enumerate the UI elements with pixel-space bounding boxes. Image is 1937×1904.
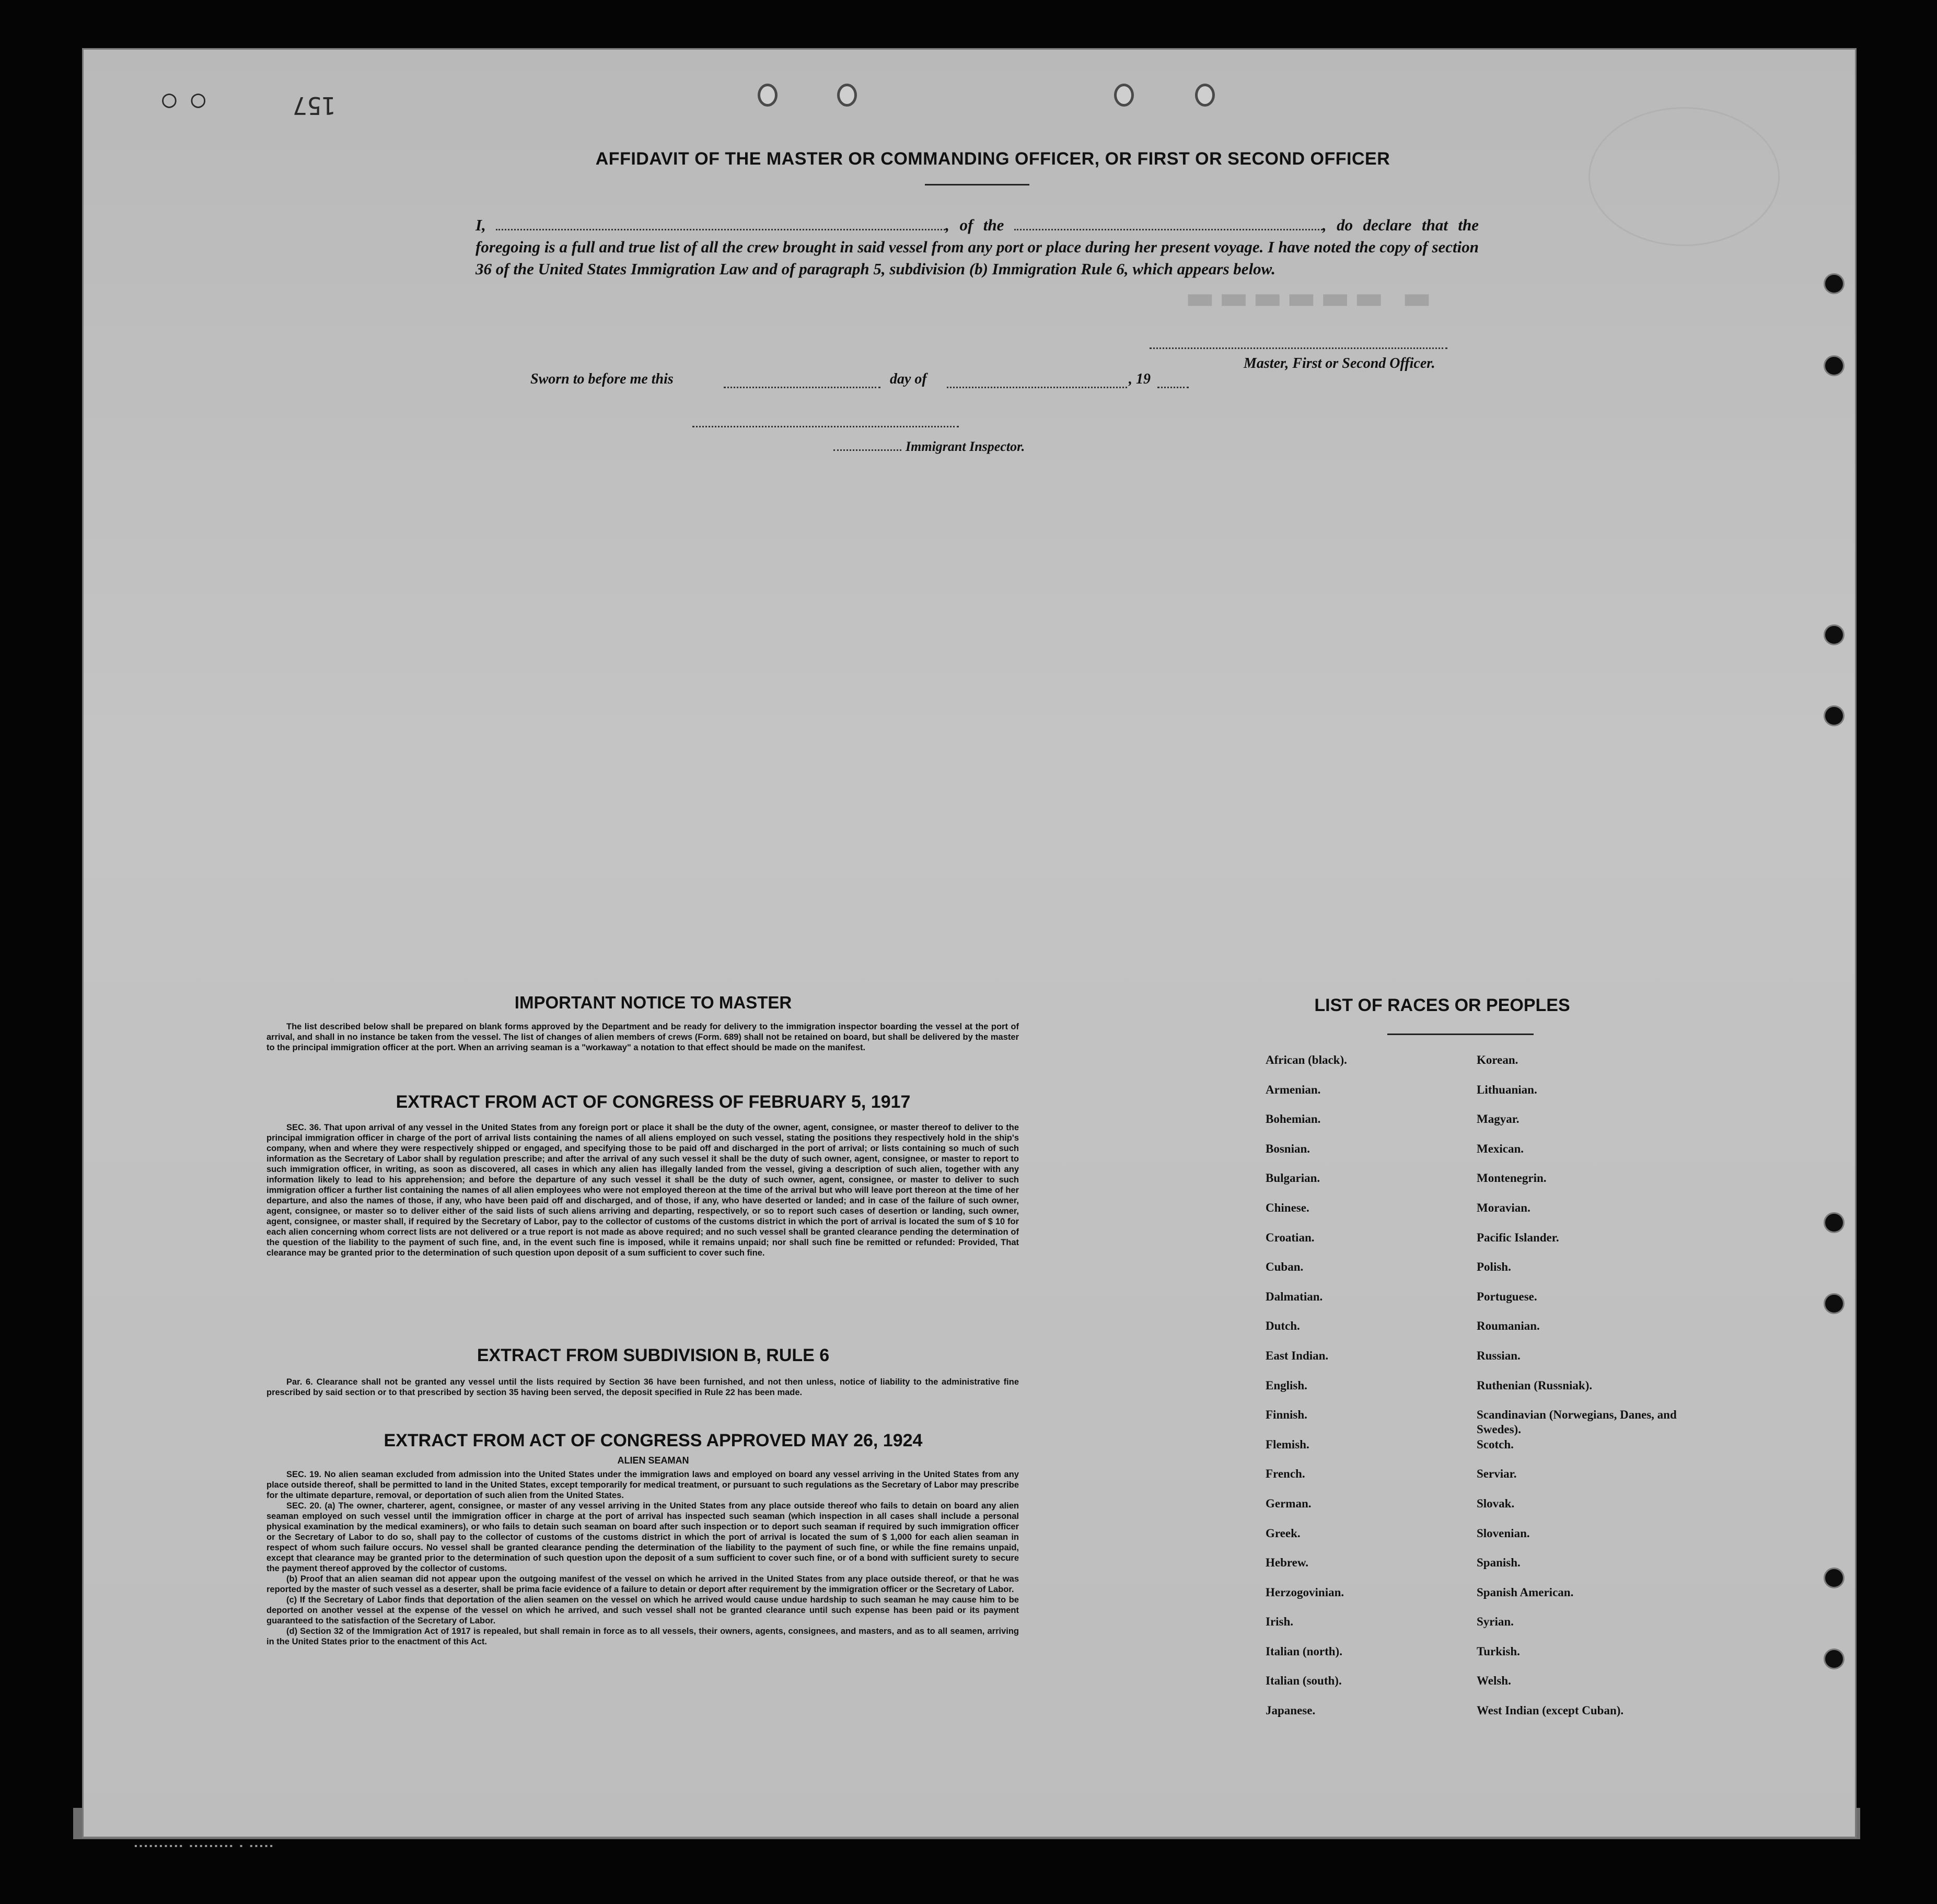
race-item: Turkish. — [1477, 1644, 1520, 1658]
race-item: Montenegrin. — [1477, 1171, 1547, 1185]
binding-hole-1 — [1824, 273, 1845, 294]
bleed-through-vessel-name: ▬ ▬▬▬▬▬▬ — [1181, 280, 1432, 316]
sworn-year-prefix: , 19 — [1129, 371, 1151, 387]
binding-hole-2 — [1824, 355, 1845, 376]
races-heading-underline — [1387, 1034, 1534, 1035]
race-item: Herzogovinian. — [1266, 1585, 1344, 1599]
footer-print-code: ▪▪▪▪▪▪▪▪▪▪ ▪▪▪▪▪▪▪▪▪ ▪ ▪▪▪▪▪ — [133, 1842, 274, 1851]
declaration-lead: I, — [475, 216, 486, 234]
punch-hole-top-1 — [758, 84, 778, 107]
race-item: German. — [1266, 1496, 1312, 1510]
race-item: Dutch. — [1266, 1319, 1300, 1333]
race-item: Scandinavian (Norwegians, Danes, and Swedes). — [1477, 1408, 1677, 1436]
race-item: Bulgarian. — [1266, 1171, 1320, 1185]
page-number-mark: 157 — [293, 91, 337, 120]
vessel-name-field[interactable] — [1014, 229, 1323, 230]
race-item: Croatian. — [1266, 1230, 1315, 1244]
race-item: Korean. — [1477, 1053, 1518, 1066]
race-item: Ruthenian (Russniak). — [1477, 1378, 1593, 1392]
extract-rule6-heading: EXTRACT FROM SUBDIVISION B, RULE 6 — [477, 1345, 830, 1365]
extract-1924-sec19: SEC. 19. No alien seaman excluded from admission into the United States under the immigration laws and employed on board any vessel arriving in the United States from any place outside thereof, shall be permitted to land in the United States, except temporarily for medical treatment, or pursuant to such regulations as the Secretary of Labor may prescribe for the ultimate departure, removal, or deportation of such alien from the United States. — [266, 1470, 1019, 1500]
extract-1924-sec20d: (d) Section 32 of the Immigration Act of 1917 is repealed, but shall remain in force as to all vessels, their owners, agents, consignees, and masters, and as to all seamen, arriving in the United States prior to the enactment of this Act. — [266, 1627, 1019, 1646]
race-item: Finnish. — [1266, 1408, 1307, 1422]
notice-paragraph: The list described below shall be prepared on blank forms approved by the Department and be ready for delivery to the immigration inspector boarding the vessel at the port of arrival, and shall in no instance be taken from the vessel. The list of changes of alien members of crews (Form. 689) shall not be retained on board, but shall be delivered by the master to the principal immigration officer at the port. When an arriving seaman is a "workaway" a notation to that effect should be made on the manifest. — [266, 1022, 1019, 1052]
pencil-circle-mark: ○ ○ — [162, 89, 206, 117]
race-item: English. — [1266, 1378, 1307, 1392]
race-item: Hebrew. — [1266, 1556, 1308, 1570]
race-item: Dalmatian. — [1266, 1290, 1323, 1303]
race-item: Syrian. — [1477, 1615, 1514, 1629]
race-item: Slovenian. — [1477, 1526, 1530, 1540]
race-item: Moravian. — [1477, 1201, 1530, 1214]
race-item: Scotch. — [1477, 1437, 1514, 1451]
declaration-body: that the foregoing is a full and true list of all the crew brought in said vessel from any port or place during her present voyage. I have noted the copy of section 36 of the United States Immigration Law and of paragraph 5, subdivision (b) Immigration Rule 6, which appears below. — [475, 216, 1479, 278]
notice-body — [266, 1021, 1019, 1053]
sworn-day-field[interactable] — [724, 387, 880, 388]
inspector-label: Immigrant Inspector. — [906, 439, 1025, 454]
race-item: Italian (south). — [1266, 1674, 1342, 1688]
race-item: Spanish American. — [1477, 1585, 1574, 1599]
race-item: Japanese. — [1266, 1704, 1316, 1717]
binding-hole-6 — [1824, 1293, 1845, 1314]
race-item: Cuban. — [1266, 1260, 1304, 1274]
extract-1917-paragraph: SEC. 36. That upon arrival of any vessel in the United States from any foreign port or place it shall be the duty of the owner, agent, consignee, or master thereof to deliver to the principal immigration officer in charge of the port of arrival lists containing the names of all aliens employed on such vessel, stating the positions they respectively hold in the ship's company, when and where they were respectively shipped or engaged, and specifying those to be paid off and discharged in the port of arrival; or lists containing so much of such information as the Secretary of Labor shall by regulation prescribe; and after the arrival of any such vessel it shall be the duty of such owner, agent, consignee, or master to report to such immigration officer, in writing, as soon as discovered, all cases in which any alien has illegally landed from the vessel, giving a description of such alien, together with any information likely to lead to his apprehension; and before the departure of any such vessel it shall be the duty of such owner, agent, consignee, or master to deliver to such immigration officer a further list containing the names of all alien employees who were not employed thereon at the time of the arrival but who will leave port thereon at the time of her departure, and also the names of those, if any, who have been paid off and discharged, and of those, if any, who have deserted or landed; and in case of the failure of such owner, agent, consignee, or master so to deliver either of the said lists of such aliens arriving and departing, respectively, or so to report such cases of desertion or landing, such owner, agent, consignee, or master shall, if required by the Secretary of Labor, pay to the collector of customs of the customs district in which the port of arrival is located the sum of $ 10 for each alien concerning whom correct lists are not delivered or a true report is not made as above required; and no such vessel shall be granted clearance pending the determination of the question of the liability to the payment of such fine, and, in the event such fine is imposed, while it remains unpaid; nor shall such fine be remitted or refunded: Provided, That clearance may be granted prior to the determination of such question upon deposit of a sum sufficient to cover such fine. — [266, 1123, 1019, 1258]
punch-hole-top-4 — [1195, 84, 1215, 107]
race-item: Serviar. — [1477, 1467, 1517, 1481]
master-signature-label: Master, First or Second Officer. — [1244, 355, 1435, 371]
sworn-month-field[interactable] — [947, 387, 1127, 388]
bleed-through-stamp — [1588, 107, 1780, 246]
race-item: Pacific Islander. — [1477, 1230, 1559, 1244]
binding-hole-5 — [1824, 1212, 1845, 1233]
race-item: Roumanian. — [1477, 1319, 1540, 1333]
declaration-of-the: , of the — [945, 216, 1004, 234]
affidavit-title: AFFIDAVIT OF THE MASTER OR COMMANDING OFFICER, OR FIRST OR SECOND OFFICER — [595, 149, 1390, 169]
extract-rule6-paragraph: Par. 6. Clearance shall not be granted any vessel until the lists required by Section 36 have been furnished, and not then unless, notice of liability to the administrative fine prescribed by said section or to that prescribed by section 35 having been served, the deposit specified in Rule 22 has been made. — [266, 1377, 1019, 1397]
extract-1924-sec20b: (b) Proof that an alien seaman did not appear upon the outgoing manifest of the vessel on which he arrived in the United States from any place outside thereof, or that he was reported by the master of such vessel as a deserter, shall be prima facie evidence of a failure to detain or deport after requirement by the immigration officer or the Secretary of Labor. — [266, 1574, 1019, 1594]
race-item: Polish. — [1477, 1260, 1511, 1274]
race-item: Spanish. — [1477, 1556, 1521, 1570]
declaration-paragraph — [475, 214, 1479, 280]
extract-1924-sec20a: SEC. 20. (a) The owner, charterer, agent, consignee, or master of any vessel arriving in the United States from any place outside thereof who fails to detain on board any alien seaman employed on such vessel until the immigration officer in charge at the port of arrival has inspected such seaman (which inspection in all cases shall include a personal physical examination by the medical examiners), or who fails to detain such seaman on board after such inspection or to deport such seaman if required by such immigration officer or the Secretary of Labor to do so, shall pay to the collector of customs of the customs district in which the port of arrival is located the sum of $ 1,000 for each alien seaman in respect of whom such failure occurs. No vessel shall be granted clearance pending the determination of the liability to the payment of such fine, or while the fine remains unpaid, except that clearance may be granted prior to the determination of such question upon the deposit of a sum sufficient to cover such fine, or of a bond with sufficient surety to secure the payment thereof approved by the collector of customs. — [266, 1501, 1019, 1573]
race-item: French. — [1266, 1467, 1305, 1481]
inspector-signature-field[interactable] — [692, 426, 959, 427]
declaration-do-declare: , do declare — [1322, 216, 1412, 234]
race-item: East Indian. — [1266, 1349, 1329, 1362]
race-item: Chinese. — [1266, 1201, 1309, 1214]
race-item: Slovak. — [1477, 1496, 1515, 1510]
binding-hole-3 — [1824, 624, 1845, 645]
binding-hole-8 — [1824, 1648, 1845, 1669]
race-item: Mexican. — [1477, 1142, 1524, 1155]
races-right-column — [1477, 1053, 1686, 1733]
punch-hole-top-3 — [1114, 84, 1134, 107]
sworn-prefix: Sworn to before me this — [530, 371, 674, 387]
extract-1917-body — [266, 1122, 1019, 1258]
extract-rule6-body — [266, 1377, 1019, 1398]
races-left-column — [1266, 1053, 1464, 1733]
race-item: Russian. — [1477, 1349, 1521, 1362]
race-item: West Indian (except Cuban). — [1477, 1704, 1624, 1717]
races-heading: LIST OF RACES OR PEOPLES — [1314, 995, 1570, 1015]
race-item: Lithuanian. — [1477, 1083, 1537, 1096]
declarant-name-field[interactable] — [496, 229, 945, 230]
race-item: Portuguese. — [1477, 1290, 1537, 1303]
inspector-signature-lead[interactable] — [833, 449, 901, 451]
race-item: Welsh. — [1477, 1674, 1511, 1688]
extract-1924-body — [266, 1469, 1019, 1647]
extract-1924-sec20c: (c) If the Secretary of Labor finds that deportation of the alien seamen on the vessel on which he arrived would cause undue hardship to such seaman he may cause him to be deported on another vessel at the expense of the vessel on which he arrived, and such vessel shall not be granted clearance until such expense has been paid or its payment guaranteed to the satisfaction of the Secretary of Labor. — [266, 1595, 1019, 1626]
race-item: Irish. — [1266, 1615, 1294, 1629]
extract-1924-heading: EXTRACT FROM ACT OF CONGRESS APPROVED MAY 26, 1924 — [384, 1431, 923, 1450]
binding-hole-7 — [1824, 1568, 1845, 1588]
punch-hole-top-2 — [837, 84, 857, 107]
race-item: Armenian. — [1266, 1083, 1321, 1096]
master-signature-field[interactable] — [1150, 347, 1447, 349]
race-item: Flemish. — [1266, 1437, 1309, 1451]
sworn-day-of: day of — [890, 371, 927, 387]
binding-hole-4 — [1824, 705, 1845, 726]
race-item: Magyar. — [1477, 1112, 1520, 1126]
race-item: African (black). — [1266, 1053, 1347, 1066]
race-item: Italian (north). — [1266, 1644, 1342, 1658]
race-item: Bohemian. — [1266, 1112, 1321, 1126]
race-item: Greek. — [1266, 1526, 1301, 1540]
race-item: Bosnian. — [1266, 1142, 1310, 1155]
notice-heading: IMPORTANT NOTICE TO MASTER — [514, 993, 792, 1012]
sworn-year-field[interactable] — [1157, 387, 1189, 388]
extract-1917-heading: EXTRACT FROM ACT OF CONGRESS OF FEBRUARY 5, 1917 — [396, 1092, 911, 1112]
title-underline — [925, 184, 1029, 185]
extract-1924-subheading: ALIEN SEAMAN — [617, 1455, 689, 1466]
